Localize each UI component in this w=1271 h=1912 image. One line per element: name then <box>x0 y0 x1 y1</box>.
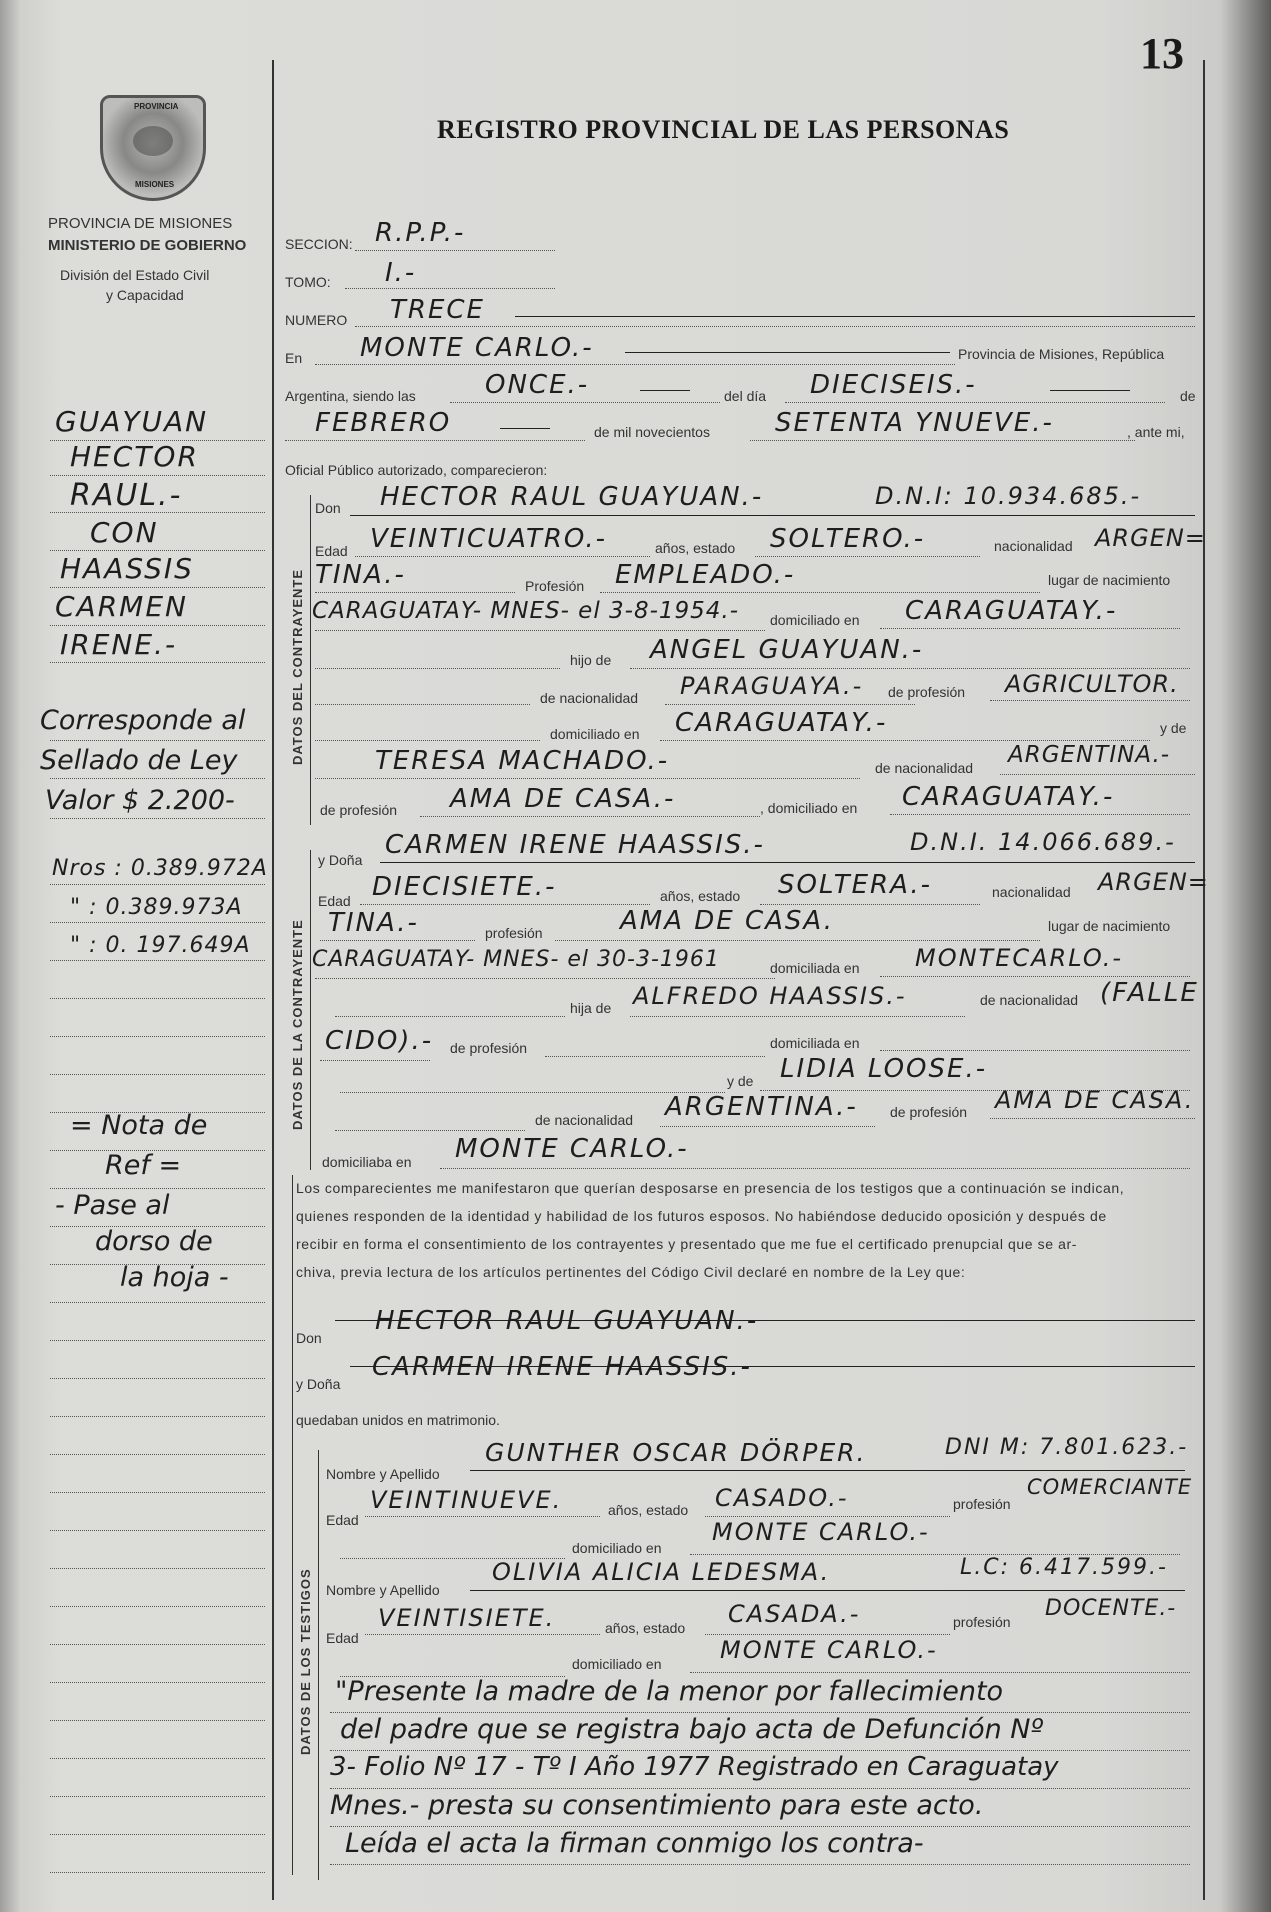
c1-madre-dom-line <box>890 814 1190 815</box>
numero-dash <box>515 316 1195 317</box>
org-division: División del Estado Civil <box>60 267 210 283</box>
de-mil-label: de mil novecientos <box>594 424 710 440</box>
margin-line-9 <box>50 778 265 779</box>
c1-madre-prof-label: de profesión <box>320 802 398 818</box>
note-line-5: Leída el acta la firman conmigo los contra- <box>345 1828 924 1859</box>
c2-nac-b-line2 <box>320 1060 430 1061</box>
c1-domicilio: CARAGUATAY.- <box>905 596 1118 626</box>
c2-lugar: CARAGUATAY- MNES- el 30-3-1961 <box>312 947 720 972</box>
c1-nac-a: ARGEN= <box>1095 524 1206 552</box>
t1-edad-line <box>365 1516 600 1517</box>
c1-padre-nac-label: de nacionalidad <box>540 690 639 706</box>
margin-note2-line4: dorso de <box>95 1226 213 1257</box>
margin-stamp-3: " : 0. 197.649A <box>70 933 251 958</box>
mes-dash <box>500 428 550 429</box>
c2-domiciliaba-label: domiciliaba en <box>322 1154 412 1170</box>
numero-value: TRECE <box>390 295 485 325</box>
margin-line-10 <box>50 818 265 819</box>
org-province: PROVINCIA DE MISIONES <box>48 215 233 232</box>
c2-edad-line <box>360 904 650 905</box>
t1-edad: VEINTINUEVE. <box>370 1486 563 1514</box>
c2-madre-prof-label: de profesión <box>890 1104 968 1120</box>
right-border <box>1203 60 1205 1900</box>
hora-line <box>450 402 720 403</box>
c1-profesion-line <box>600 592 1040 593</box>
tomo-label: TOMO: <box>285 274 331 290</box>
ante-mi-label: , ante mi, <box>1127 424 1185 440</box>
t1-dom-label: domiciliado en <box>572 1540 662 1556</box>
c2-padre-dom-line <box>880 1050 1190 1051</box>
t2-name-label: Nombre y Apellido <box>326 1582 440 1598</box>
testigos-bracket <box>318 1450 319 1880</box>
dia-dash <box>1050 390 1130 391</box>
margin-note2-line2: Ref = <box>105 1150 182 1181</box>
margin-note2-line1: = Nota de <box>70 1110 208 1141</box>
t1-doc: DNI M: 7.801.623.- <box>945 1435 1189 1460</box>
c2-domiciliada-label: domiciliada en <box>770 960 860 976</box>
c1-padre-nac-line <box>665 704 915 705</box>
c1-madre-nac: ARGENTINA.- <box>1008 742 1171 768</box>
c1-padre-dom-label: domiciliado en <box>550 726 640 742</box>
t2-doc: L.C: 6.417.599.- <box>960 1555 1168 1580</box>
page-title: REGISTRO PROVINCIAL DE LAS PERSONAS <box>437 115 1010 144</box>
margin-line-16 <box>50 1074 265 1075</box>
margin-line-11 <box>50 884 265 885</box>
margin-line-27 <box>50 1492 265 1493</box>
margin-name-4: CON <box>90 516 159 549</box>
c1-y-de-label: y de <box>1160 720 1187 736</box>
margin-line-21 <box>50 1264 265 1265</box>
t2-estado-label: años, estado <box>605 1620 686 1636</box>
t2-prof: DOCENTE.- <box>1045 1596 1177 1621</box>
org-ministry: MINISTERIO DE GOBIERNO <box>48 237 247 254</box>
contrayente2-side-label: DATOS DE LA CONTRAYENTE <box>290 919 305 1130</box>
margin-line-30 <box>50 1606 265 1607</box>
c1-dom2-pre-line <box>315 740 540 741</box>
margin-line-1 <box>50 440 265 441</box>
c1-padre-dom: CARAGUATAY.- <box>675 708 888 738</box>
c2-estado: SOLTERA.- <box>778 870 932 900</box>
seccion-label: SECCION: <box>285 236 353 252</box>
c1-don-label: Don <box>315 500 341 516</box>
c2-dom-line <box>880 976 1190 977</box>
c2-padre-line <box>630 1016 965 1017</box>
margin-name-7: IRENE.- <box>60 628 178 661</box>
margin-line-33 <box>50 1720 265 1721</box>
c1-padre-prof-label: de profesión <box>888 684 966 700</box>
c2-padre-nac-b: CIDO).- <box>325 1026 434 1056</box>
body-line-1: Los comparecientes me manifestaron que querían desposarse en presencia de los testigos que a continuación se indican, <box>296 1180 1125 1196</box>
t1-estado-line <box>705 1516 950 1517</box>
oficial-text: Oficial Público autorizado, comparecieron: <box>285 462 548 478</box>
c1-nac-label: nacionalidad <box>994 538 1073 554</box>
t2-estado-line <box>705 1634 950 1635</box>
contrayente1-bracket <box>310 495 311 825</box>
c2-padre-dom-label: domiciliada en <box>770 1035 860 1051</box>
c1-name-line <box>350 515 1195 516</box>
margin-line-37 <box>50 1872 265 1873</box>
tomo-line <box>345 288 555 289</box>
c1-estado: SOLTERO.- <box>770 524 926 554</box>
margin-name-1: GUAYUAN <box>55 405 209 438</box>
c2-edad-label: Edad <box>318 893 351 909</box>
c1-estado-line <box>755 556 980 557</box>
c2-dona-label: y Doña <box>318 852 363 868</box>
note-line-3: 3- Folio Nº 17 - Tº I Año 1977 Registrado en Caraguatay <box>330 1752 1059 1782</box>
t2-edad-label: Edad <box>326 1630 359 1646</box>
t1-name: GUNTHER OSCAR DÖRPER. <box>485 1438 867 1467</box>
body-line-3: recibir en forma el consentimiento de los contrayentes y presentado que me fue el certificado prenupcial que se ar- <box>296 1236 1078 1252</box>
note-line-2: del padre que se registra bajo acta de Defunción Nº <box>340 1714 1044 1745</box>
anio-line <box>750 440 1135 441</box>
c2-edad: DIECISIETE.- <box>372 872 557 902</box>
c1-padre-line <box>630 668 1190 669</box>
c2-y-de-label: y de <box>727 1073 754 1089</box>
margin-line-26 <box>50 1454 265 1455</box>
margin-line-25 <box>50 1416 265 1417</box>
province-seal-icon <box>100 95 206 201</box>
c2-hija-label: hija de <box>570 1000 612 1016</box>
body-line-2: quienes responden de la identidad y habilidad de los futuros esposos. No habiéndose deducido oposición y después de <box>296 1208 1107 1224</box>
t1-name-line <box>470 1470 1185 1471</box>
c2-madre-dom-line <box>440 1168 1190 1169</box>
c2-nac-b-line <box>320 940 475 941</box>
c2-madre-nac-label: de nacionalidad <box>535 1112 634 1128</box>
c1-madre-prof: AMA DE CASA.- <box>450 784 676 814</box>
margin-note1-line2: Sellado de Ley <box>40 745 238 776</box>
de-label: de <box>1180 388 1196 404</box>
c2-madre-nac-pre-line <box>335 1130 525 1131</box>
c2-domicilio: MONTECARLO.- <box>915 944 1124 972</box>
margin-line-6 <box>50 625 265 626</box>
t2-estado: CASADA.- <box>728 1600 861 1628</box>
t2-name: OLIVIA ALICIA LEDESMA. <box>492 1558 831 1586</box>
margin-note1-line3: Valor $ 2.200- <box>45 785 235 816</box>
margin-line-2 <box>50 475 265 476</box>
t2-name-line <box>470 1590 1185 1591</box>
margin-line-35 <box>50 1796 265 1797</box>
dia-value: DIECISEIS.- <box>810 370 977 400</box>
c1-nac-b: TINA.- <box>315 560 406 590</box>
c2-hija-pre-line <box>335 1016 565 1017</box>
margin-line-7 <box>50 662 265 663</box>
del-dia-label: del día <box>724 388 767 404</box>
t1-prof-label: profesión <box>953 1496 1011 1512</box>
c1-madre-nac-line <box>1000 774 1195 775</box>
en-value: MONTE CARLO.- <box>360 333 594 363</box>
numero-line <box>355 326 1195 327</box>
margin-line-34 <box>50 1758 265 1759</box>
c2-padre-prof-line <box>545 1056 765 1057</box>
contrayente2-bracket <box>310 850 311 1170</box>
c2-nac-a: ARGEN= <box>1098 868 1209 896</box>
c1-madre-dom-label: , domiciliado en <box>760 800 858 816</box>
c1-domiciliado-label: domiciliado en <box>770 612 860 628</box>
c1-dom-line <box>880 628 1180 629</box>
margin-line-19 <box>50 1188 265 1189</box>
c1-edad: VEINTICUATRO.- <box>370 524 607 554</box>
margin-line-13 <box>50 960 265 961</box>
c2-madre: LIDIA LOOSE.- <box>780 1054 988 1084</box>
dia-line <box>785 402 1165 403</box>
c2-estado-line <box>760 904 980 905</box>
testigos-side-label: DATOS DE LOS TESTIGOS <box>298 1568 313 1755</box>
c1-padre-prof: AGRICULTOR. <box>1005 670 1179 698</box>
c2-padre-prof-label: de profesión <box>450 1040 528 1056</box>
margin-line-12 <box>50 922 265 923</box>
t1-prof: COMERCIANTE <box>1027 1475 1193 1499</box>
margin-line-5 <box>50 587 265 588</box>
c1-padre-dom-line <box>660 740 1150 741</box>
t1-name-label: Nombre y Apellido <box>326 1466 440 1482</box>
married-don-value: HECTOR RAUL GUAYUAN.- <box>375 1306 759 1336</box>
margin-line-29 <box>50 1568 265 1569</box>
c1-madre: TERESA MACHADO.- <box>375 746 670 776</box>
c2-padre-nac-label: de nacionalidad <box>980 992 1079 1008</box>
margin-name-3: RAUL.- <box>70 478 183 513</box>
c1-anios-estado: años, estado <box>655 540 736 556</box>
anio-value: SETENTA YNUEVE.- <box>775 408 1054 438</box>
margin-line-23 <box>50 1340 265 1341</box>
margin-line-3 <box>50 512 265 513</box>
c1-lugar-label: lugar de nacimiento <box>1048 572 1171 588</box>
margin-line-28 <box>50 1530 265 1531</box>
c2-madre-nac: ARGENTINA.- <box>665 1092 858 1122</box>
margin-note1-line1: Corresponde al <box>40 705 246 736</box>
t2-edad: VEINTISIETE. <box>378 1604 556 1632</box>
note-rule-2 <box>330 1750 1190 1751</box>
margin-line-15 <box>50 1036 265 1037</box>
note-rule-3 <box>330 1788 1190 1789</box>
c1-edad-line <box>355 556 650 557</box>
margin-name-6: CARMEN <box>55 590 188 623</box>
c1-dni: D.N.I: 10.934.685.- <box>875 482 1142 510</box>
t2-dom-label: domiciliado en <box>572 1656 662 1672</box>
c2-madre-prof-line <box>990 1118 1195 1119</box>
c1-hijo-pre-line <box>315 668 560 669</box>
c1-name: HECTOR RAUL GUAYUAN.- <box>380 482 764 512</box>
c2-profesion: AMA DE CASA. <box>620 906 834 936</box>
c2-name: CARMEN IRENE HAASSIS.- <box>385 830 765 860</box>
t2-edad-line <box>365 1634 600 1635</box>
t2-dom: MONTE CARLO.- <box>720 1636 938 1664</box>
seal-bottom-text: MISIONES <box>135 180 175 189</box>
c1-madre-prof-line <box>420 816 760 817</box>
margin-name-2: HECTOR <box>70 440 199 473</box>
margin-line-31 <box>50 1644 265 1645</box>
en-dash <box>625 352 950 353</box>
c2-madre-prof: AMA DE CASA. <box>995 1086 1195 1114</box>
c1-profesion-label: Profesión <box>525 578 585 594</box>
margin-line-18 <box>50 1150 265 1151</box>
c2-madre-dom: MONTE CARLO.- <box>455 1134 689 1164</box>
c1-nac-b-line <box>315 592 515 593</box>
c1-lugar: CARAGUATAY- MNES- el 3-8-1954.- <box>312 598 740 624</box>
provincia-text: Provincia de Misiones, República <box>958 346 1165 362</box>
t1-edad-label: Edad <box>326 1512 359 1528</box>
en-line <box>315 364 955 365</box>
c1-edad-label: Edad <box>315 543 348 559</box>
c1-madre-nac-label: de nacionalidad <box>875 760 974 776</box>
c2-profesion-line <box>555 940 1040 941</box>
margin-note2-line3: - Pase al <box>55 1190 170 1221</box>
c1-padre-prof-line <box>990 700 1190 701</box>
c1-padre-nac: PARAGUAYA.- <box>680 672 864 700</box>
body-bracket <box>292 1175 293 1875</box>
c2-anios-estado: años, estado <box>660 888 741 904</box>
c1-madre-dom: CARAGUATAY.- <box>902 782 1115 812</box>
unidos-text: quedaban unidos en matrimonio. <box>296 1412 500 1428</box>
note-rule-5 <box>330 1864 1190 1865</box>
argentina-text: Argentina, siendo las <box>285 388 416 404</box>
numero-label: NUMERO <box>285 312 348 328</box>
c2-nac-label: nacionalidad <box>992 884 1071 900</box>
note-rule-1 <box>330 1712 1190 1713</box>
org-capacity: y Capacidad <box>106 287 184 303</box>
c2-dni: D.N.I. 14.066.689.- <box>910 828 1176 856</box>
margin-line-20 <box>50 1226 265 1227</box>
hora-dash <box>640 390 690 391</box>
en-label: En <box>285 350 303 366</box>
c2-padre: ALFREDO HAASSIS.- <box>633 982 907 1010</box>
margin-line-22 <box>50 1302 265 1303</box>
married-dona-value: CARMEN IRENE HAASSIS.- <box>372 1352 752 1382</box>
margin-stamp-2: " : 0.389.973A <box>70 895 243 920</box>
margin-line-36 <box>50 1834 265 1835</box>
c2-lugar-label: lugar de nacimiento <box>1048 918 1171 934</box>
c2-profesion-label: profesión <box>485 925 543 941</box>
contrayente1-side-label: DATOS DEL CONTRAYENTE <box>290 568 305 765</box>
t1-dom: MONTE CARLO.- <box>712 1518 930 1546</box>
margin-divider <box>272 60 274 1900</box>
margin-line-8 <box>50 740 265 741</box>
margin-note2-line5: la hoja - <box>120 1262 229 1293</box>
c2-nac-b: TINA.- <box>328 908 419 938</box>
note-line-4: Mnes.- presta su consentimiento para este acto. <box>330 1790 984 1821</box>
page-number: 13 <box>1140 29 1184 78</box>
c1-madre-line <box>315 778 860 779</box>
c2-name-line <box>380 862 1195 863</box>
c1-padre: ANGEL GUAYUAN.- <box>650 635 924 665</box>
margin-line-32 <box>50 1682 265 1683</box>
c1-lugar-line <box>315 630 765 631</box>
body-line-4: chiva, previa lectura de los artículos pertinentes del Código Civil declaré en nombre de la Ley que: <box>296 1264 966 1280</box>
c1-hijo-label: hijo de <box>570 652 612 668</box>
c2-padre-nac-a: (FALLE <box>1100 978 1199 1008</box>
seccion-value: R.P.P.- <box>375 218 466 248</box>
margin-line-14 <box>50 998 265 999</box>
margin-stamp-1: Nros : 0.389.972A <box>52 856 268 881</box>
hora-value: ONCE.- <box>485 370 590 400</box>
seal-top-text: PROVINCIA <box>134 102 179 111</box>
c1-profesion: EMPLEADO.- <box>615 560 796 590</box>
married-dona-label: y Doña <box>296 1376 341 1392</box>
t1-estado: CASADO.- <box>715 1484 849 1512</box>
c2-madre-nac-line <box>660 1126 875 1127</box>
margin-line-24 <box>50 1378 265 1379</box>
c1-nac-pre-line <box>315 704 530 705</box>
t2-prof-label: profesión <box>953 1614 1011 1630</box>
note-rule-4 <box>330 1826 1190 1827</box>
t1-estado-label: años, estado <box>608 1502 689 1518</box>
c2-lugar-line <box>315 978 775 979</box>
mes-line <box>285 440 585 441</box>
married-don-label: Don <box>296 1330 322 1346</box>
margin-line-4 <box>50 550 265 551</box>
tomo-value: I.- <box>385 258 417 288</box>
note-line-1: "Presente la madre de la menor por fallecimiento <box>335 1676 1004 1707</box>
margin-name-5: HAASSIS <box>60 552 194 585</box>
seccion-line <box>355 250 555 251</box>
t2-dom-line <box>690 1672 1190 1673</box>
mes-value: FEBRERO <box>315 408 452 438</box>
